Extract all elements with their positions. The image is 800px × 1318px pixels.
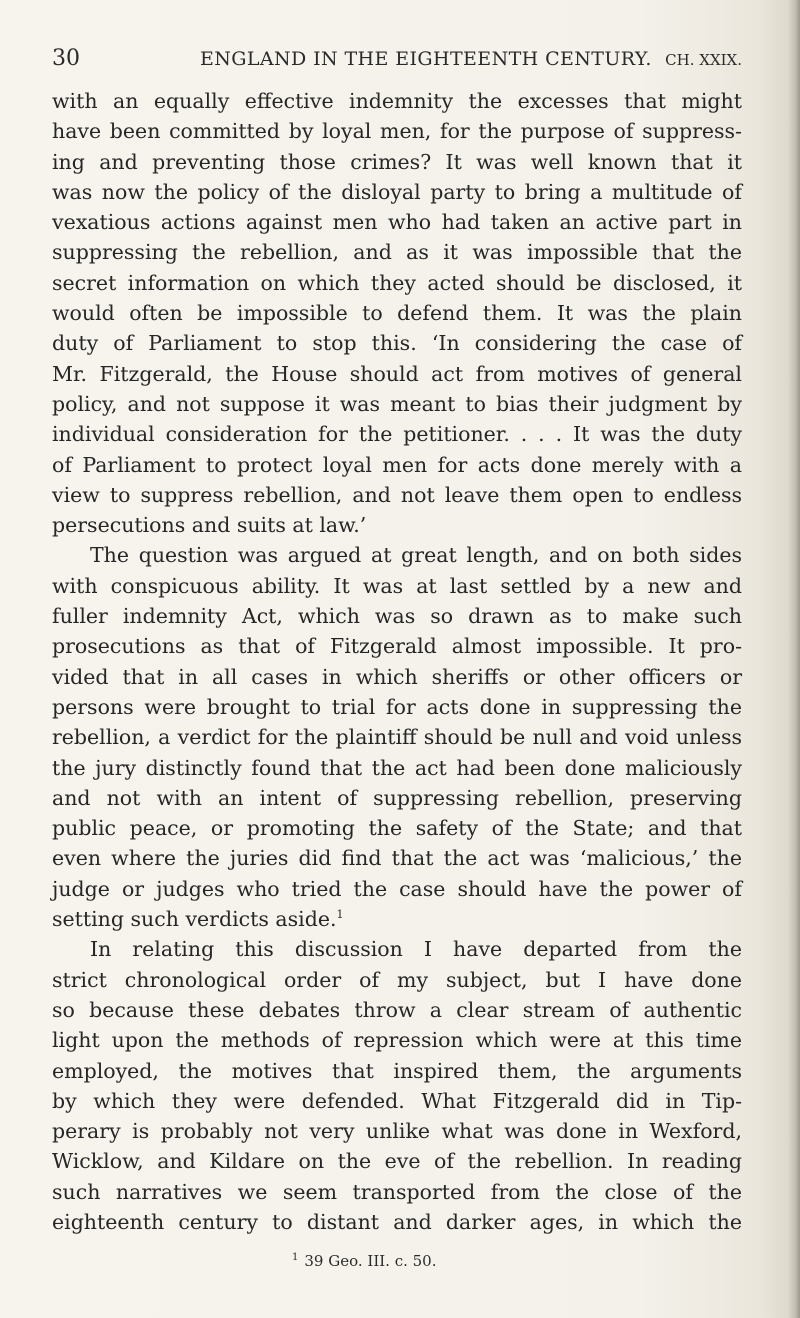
- text-line: would often be impossible to defend them. It was the plain: [52, 301, 742, 326]
- text-line: setting such verdicts aside.: [52, 907, 337, 932]
- paragraph-start-line: The question was argued at great length, and on both sides: [90, 543, 742, 568]
- text-line-with-footnote: [52, 904, 742, 934]
- text-line: have been committed by loyal men, for the purpose of suppress-: [52, 119, 742, 144]
- page-number: 30: [52, 46, 80, 71]
- text-line: with conspicuous ability. It was at last settled by a new and: [52, 573, 742, 598]
- text-line: secret information on which they acted should be disclosed, it: [52, 270, 742, 295]
- text-line: view to suppress rebellion, and not leave them open to endless: [52, 482, 742, 507]
- body-text: [52, 86, 742, 1237]
- text-line: even where the juries did find that the act was ‘malicious,’ the: [52, 846, 742, 871]
- text-line: policy, and not suppose it was meant to bias their judgment by: [52, 391, 742, 416]
- text-line: with an equally effective indemnity the excesses that might: [52, 89, 742, 113]
- text-line: individual consideration for the petitioner. . . . It was the duty: [52, 422, 742, 447]
- text-line: persons were brought to trial for acts done in suppressing the: [52, 694, 742, 719]
- page-edge-shadow: [788, 0, 800, 1318]
- text-line: of Parliament to protect loyal men for acts done merely with a: [52, 452, 742, 477]
- text-line: prosecutions as that of Fitzgerald almost impossible. It pro-: [52, 634, 742, 659]
- text-line: fuller indemnity Act, which was so drawn as to make such: [52, 604, 742, 629]
- text-line: light upon the methods of repression which were at this time: [52, 1028, 742, 1053]
- chapter-label: CH. XXIX.: [665, 51, 742, 69]
- text-line: Wicklow, and Kildare on the eve of the rebellion. In reading: [52, 1149, 742, 1174]
- text-line: rebellion, a verdict for the plaintiff should be null and void unless: [52, 725, 742, 750]
- footnote-marker: 1: [292, 1252, 299, 1263]
- text-line: Mr. Fitzgerald, the House should act from motives of general: [52, 361, 742, 386]
- text-line: public peace, or promoting the safety of the State; and that: [52, 816, 742, 841]
- text-line: employed, the motives that inspired them, the arguments: [52, 1058, 742, 1083]
- text-line: judge or judges who tried the case should have the power of: [52, 876, 742, 901]
- text-line: so because these debates throw a clear stream of authentic: [52, 997, 742, 1022]
- text-line: eighteenth century to distant and darker ages, in which the: [52, 1209, 742, 1234]
- text-line: perary is probably not very unlike what was done in Wexford,: [52, 1119, 742, 1144]
- text-line: vided that in all cases in which sheriffs or other officers or: [52, 664, 742, 689]
- text-line: persecutions and suits at law.’: [52, 513, 367, 538]
- text-line: duty of Parliament to stop this. ‘In considering the case of: [52, 331, 742, 356]
- running-title: ENGLAND IN THE EIGHTEENTH CENTURY.: [200, 48, 652, 70]
- footnote: [292, 1252, 437, 1270]
- text-line: the jury distinctly found that the act had been done maliciously: [52, 755, 742, 780]
- text-line: and not with an intent of suppressing rebellion, preserving: [52, 785, 742, 810]
- text-line: strict chronological order of my subject, but I have done: [52, 967, 742, 992]
- text-line: was now the policy of the disloyal party to bring a multitude of: [52, 179, 742, 204]
- text-line: ing and preventing those crimes? It was well known that it: [52, 149, 742, 174]
- footnote-text: 39 Geo. III. c. 50.: [304, 1252, 437, 1270]
- paragraph-start-line: In relating this discussion I have departed from the: [90, 937, 742, 962]
- running-header: [52, 46, 742, 76]
- text-line: suppressing the rebellion, and as it was impossible that the: [52, 240, 742, 265]
- footnote-reference: 1: [336, 908, 344, 922]
- text-line: vexatious actions against men who had taken an active part in: [52, 210, 742, 235]
- text-line: by which they were defended. What Fitzgerald did in Tip-: [52, 1088, 742, 1113]
- text-line: such narratives we seem transported from the close of the: [52, 1179, 742, 1204]
